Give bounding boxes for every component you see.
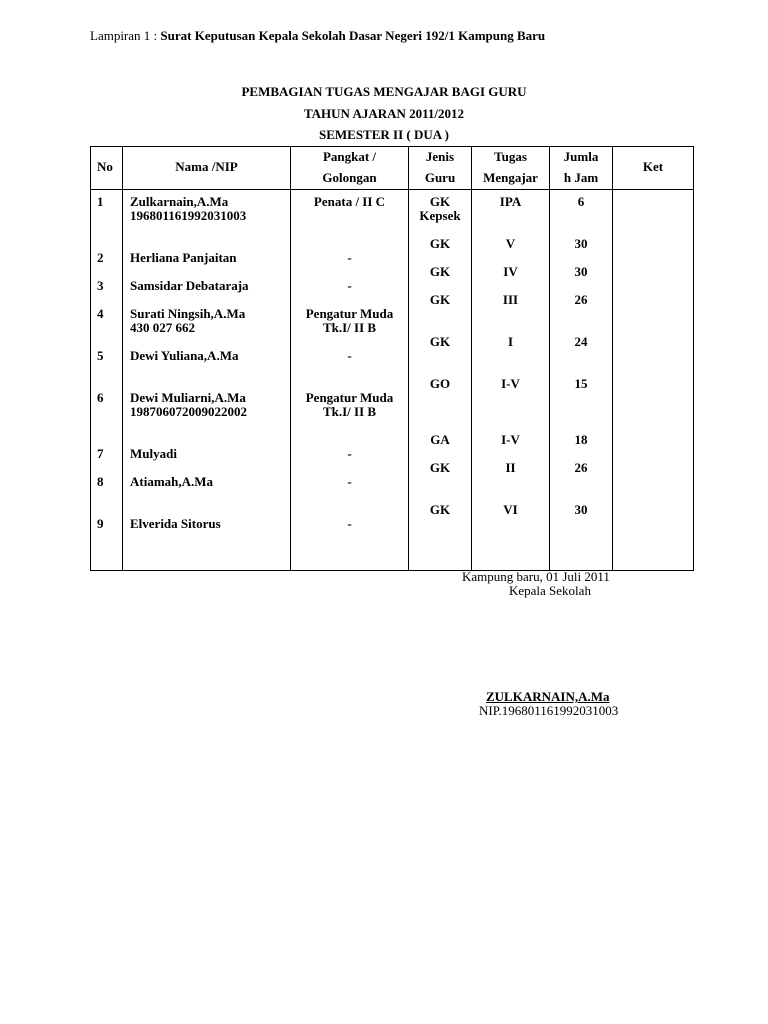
tugas-value: I-V <box>501 376 520 391</box>
pangkat-value: Pengatur Muda <box>305 306 394 321</box>
teacher-name: Surati Ningsih,A.Ma <box>130 306 246 321</box>
pangkat-value: Penata / II C <box>313 194 386 209</box>
jenis-value: GK <box>429 236 451 251</box>
row-no: 9 <box>97 516 104 531</box>
tugas-value: IPA <box>499 194 522 209</box>
jenis-value: GK <box>429 292 451 307</box>
pangkat-value: - <box>347 446 352 461</box>
teaching-assignment-table <box>90 146 694 571</box>
col-pangkat <box>291 190 409 571</box>
col-no <box>91 190 123 571</box>
row-no: 1 <box>97 194 104 209</box>
jam-value: 30 <box>574 264 588 279</box>
jenis-value: GK <box>429 460 451 475</box>
tugas-value: II <box>505 460 516 475</box>
row-no: 3 <box>97 278 104 293</box>
jenis-value: GA <box>430 432 450 447</box>
jenis-value: GO <box>429 376 451 391</box>
teacher-name: Dewi Muliarni,A.Ma <box>130 390 246 405</box>
pangkat-value: - <box>347 348 352 363</box>
academic-year: TAHUN AJARAN 2011/2012 <box>303 106 465 121</box>
row-no: 4 <box>97 306 104 321</box>
header-ket: Ket <box>613 147 694 190</box>
jenis-value: GK <box>429 334 451 349</box>
tugas-value: V <box>505 236 516 251</box>
pangkat-value: - <box>347 278 352 293</box>
row-no: 7 <box>97 446 104 461</box>
tugas-value: VI <box>503 502 518 517</box>
jam-value: 6 <box>577 194 585 209</box>
header-pangkat: Pangkat / Golongan <box>291 147 409 190</box>
tugas-value: III <box>502 292 519 307</box>
pangkat-value: - <box>347 474 352 489</box>
signature-position: Kepala Sekolah <box>509 583 591 598</box>
jam-value: 18 <box>574 432 588 447</box>
teacher-name: Dewi Yuliana,A.Ma <box>130 348 239 363</box>
jenis-value: GK <box>429 502 451 517</box>
row-no: 5 <box>97 348 104 363</box>
signature-name: ZULKARNAIN,A.Ma <box>486 689 610 704</box>
row-no: 8 <box>97 474 104 489</box>
pangkat-value: - <box>347 250 352 265</box>
header-tugas: Tugas Mengajar <box>472 147 550 190</box>
attachment-line <box>90 28 545 44</box>
jenis-note: Kepsek <box>419 208 461 223</box>
jenis-value: GK <box>429 264 451 279</box>
tugas-value: IV <box>503 264 518 279</box>
col-tugas <box>472 190 550 571</box>
semester: SEMESTER II ( DUA ) <box>318 127 450 142</box>
col-jenis-guru <box>409 190 472 571</box>
tugas-value: I-V <box>501 432 520 447</box>
teacher-name: Samsidar Debataraja <box>130 278 249 293</box>
attachment-text: Surat Keputusan Kepala Sekolah Dasar Negeri 192/1 Kampung Baru <box>160 28 546 43</box>
header-nama-nip: Nama /NIP <box>123 147 291 190</box>
jenis-value: GK <box>429 194 451 209</box>
teacher-nip: 430 027 662 <box>130 320 195 335</box>
col-nama-nip <box>123 190 291 571</box>
col-ket <box>613 190 694 571</box>
row-no: 2 <box>97 250 104 265</box>
teacher-name: Elverida Sitorus <box>130 516 221 531</box>
pangkat-value: Pengatur Muda <box>305 390 394 405</box>
header-jenis-guru: Jenis Guru <box>409 147 472 190</box>
teacher-name: Herliana Panjaitan <box>130 250 237 265</box>
jam-value: 26 <box>574 460 588 475</box>
document-title: PEMBAGIAN TUGAS MENGAJAR BAGI GURU <box>241 84 527 99</box>
signature-place-date: Kampung baru, 01 Juli 2011 <box>462 569 610 584</box>
signature-nip: NIP.196801161992031003 <box>479 703 619 718</box>
golongan-value: Tk.I/ II B <box>322 320 377 335</box>
header-no: No <box>91 147 123 190</box>
teacher-nip: 198706072009022002 <box>130 404 247 419</box>
row-no: 6 <box>97 390 104 405</box>
jam-value: 15 <box>574 376 588 391</box>
teacher-name: Mulyadi <box>130 446 177 461</box>
pangkat-value: - <box>347 516 352 531</box>
header-jumlah-jam: Jumla h Jam <box>550 147 613 190</box>
jam-value: 30 <box>574 236 588 251</box>
golongan-value: Tk.I/ II B <box>322 404 377 419</box>
col-jumlah-jam <box>550 190 613 571</box>
jam-value: 26 <box>574 292 588 307</box>
jam-value: 30 <box>574 502 588 517</box>
attachment-prefix: Lampiran 1 : <box>90 28 158 43</box>
jam-value: 24 <box>574 334 588 349</box>
tugas-value: I <box>507 334 514 349</box>
teacher-name: Zulkarnain,A.Ma <box>130 194 229 209</box>
teacher-nip: 196801161992031003 <box>130 208 247 223</box>
teacher-name: Atiamah,A.Ma <box>130 474 214 489</box>
